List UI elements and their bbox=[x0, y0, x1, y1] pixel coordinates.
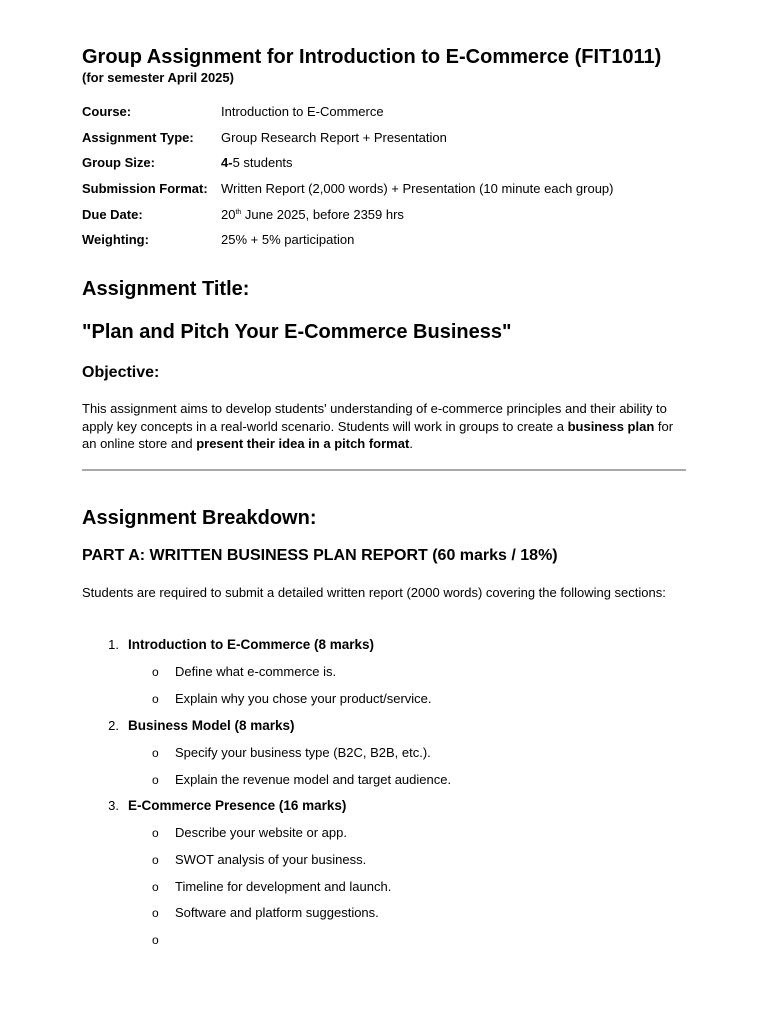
detail-label: Course: bbox=[82, 104, 132, 120]
assignment-title-text: "Plan and Pitch Your E-Commerce Business" bbox=[82, 321, 512, 343]
detail-value: 25% + 5% participation bbox=[221, 232, 355, 248]
bullet-marker: o bbox=[152, 853, 159, 867]
detail-value: Written Report (2,000 words) + Presentation (10 minute each group) bbox=[221, 181, 614, 197]
bullet-marker: o bbox=[152, 826, 159, 840]
bullet-marker: o bbox=[152, 746, 159, 760]
objective-text-1: This assignment aims to develop students' understanding of e-commerce principles and their ability to apply key concepts in a real-world scenario. Students will work in groups to create a bbox=[82, 401, 667, 434]
bullet-marker: o bbox=[152, 906, 159, 920]
document-subtitle: (for semester April 2025) bbox=[82, 70, 234, 85]
part-a-heading: PART A: WRITTEN BUSINESS PLAN REPORT (60 marks / 18%) bbox=[82, 547, 558, 564]
section-divider bbox=[82, 469, 686, 471]
objective-heading: Objective: bbox=[82, 364, 160, 381]
bullet-text: Define what e-commerce is. bbox=[175, 664, 337, 679]
due-day-suffix: th bbox=[235, 208, 242, 216]
document-title: Group Assignment for Introduction to E-Commerce (FIT1011) bbox=[82, 46, 662, 68]
bullet-marker: o bbox=[152, 665, 159, 679]
detail-label: Group Size: bbox=[82, 155, 155, 171]
list-item-label: Business Model (8 marks) bbox=[128, 718, 295, 733]
bullet-marker: o bbox=[152, 933, 159, 947]
detail-label: Submission Format: bbox=[82, 181, 208, 197]
breakdown-heading: Assignment Breakdown: bbox=[82, 507, 317, 529]
detail-label: Weighting: bbox=[82, 232, 149, 248]
bullet-text: Describe your website or app. bbox=[175, 825, 347, 840]
list-number: 3. bbox=[108, 798, 119, 813]
bullet-text: Specify your business type (B2C, B2B, etc.). bbox=[175, 745, 431, 760]
detail-label: Assignment Type: bbox=[82, 129, 194, 145]
list-item-label: Introduction to E-Commerce (8 marks) bbox=[128, 637, 375, 652]
bullet-marker: o bbox=[152, 692, 159, 706]
objective-emphasis-1: business plan bbox=[567, 418, 655, 434]
bullet-marker: o bbox=[152, 880, 159, 894]
list-number: 1. bbox=[108, 637, 119, 652]
detail-value: Group Research Report + Presentation bbox=[221, 129, 447, 145]
bullet-text: Explain the revenue model and target audience. bbox=[175, 772, 452, 787]
bullet-text: Timeline for development and launch. bbox=[175, 879, 392, 894]
group-size-min: 4- bbox=[221, 155, 233, 171]
objective-paragraph bbox=[82, 400, 686, 453]
objective-emphasis-2: present their idea in a pitch format bbox=[196, 436, 410, 451]
detail-value: Introduction to E-Commerce bbox=[221, 104, 384, 120]
part-a-intro: Students are required to submit a detailed written report (2000 words) covering the following sections: bbox=[82, 585, 666, 600]
due-day: 20 bbox=[221, 206, 236, 222]
due-rest: June 2025, before 2359 hrs bbox=[241, 206, 404, 222]
bullet-text: Software and platform suggestions. bbox=[175, 905, 379, 920]
list-number: 2. bbox=[108, 718, 119, 733]
bullet-text: SWOT analysis of your business. bbox=[175, 852, 367, 867]
group-size-rest: 5 students bbox=[232, 155, 293, 171]
list-item-label: E-Commerce Presence (16 marks) bbox=[128, 798, 347, 813]
assignment-title-heading: Assignment Title: bbox=[82, 278, 250, 300]
bullet-text: Explain why you chose your product/service. bbox=[175, 691, 432, 706]
bullet-marker: o bbox=[152, 773, 159, 787]
objective-text-3: . bbox=[409, 436, 413, 451]
document-body bbox=[82, 0, 686, 1024]
objective-text-2: for an online store and bbox=[82, 418, 674, 451]
detail-label: Due Date: bbox=[82, 206, 143, 222]
